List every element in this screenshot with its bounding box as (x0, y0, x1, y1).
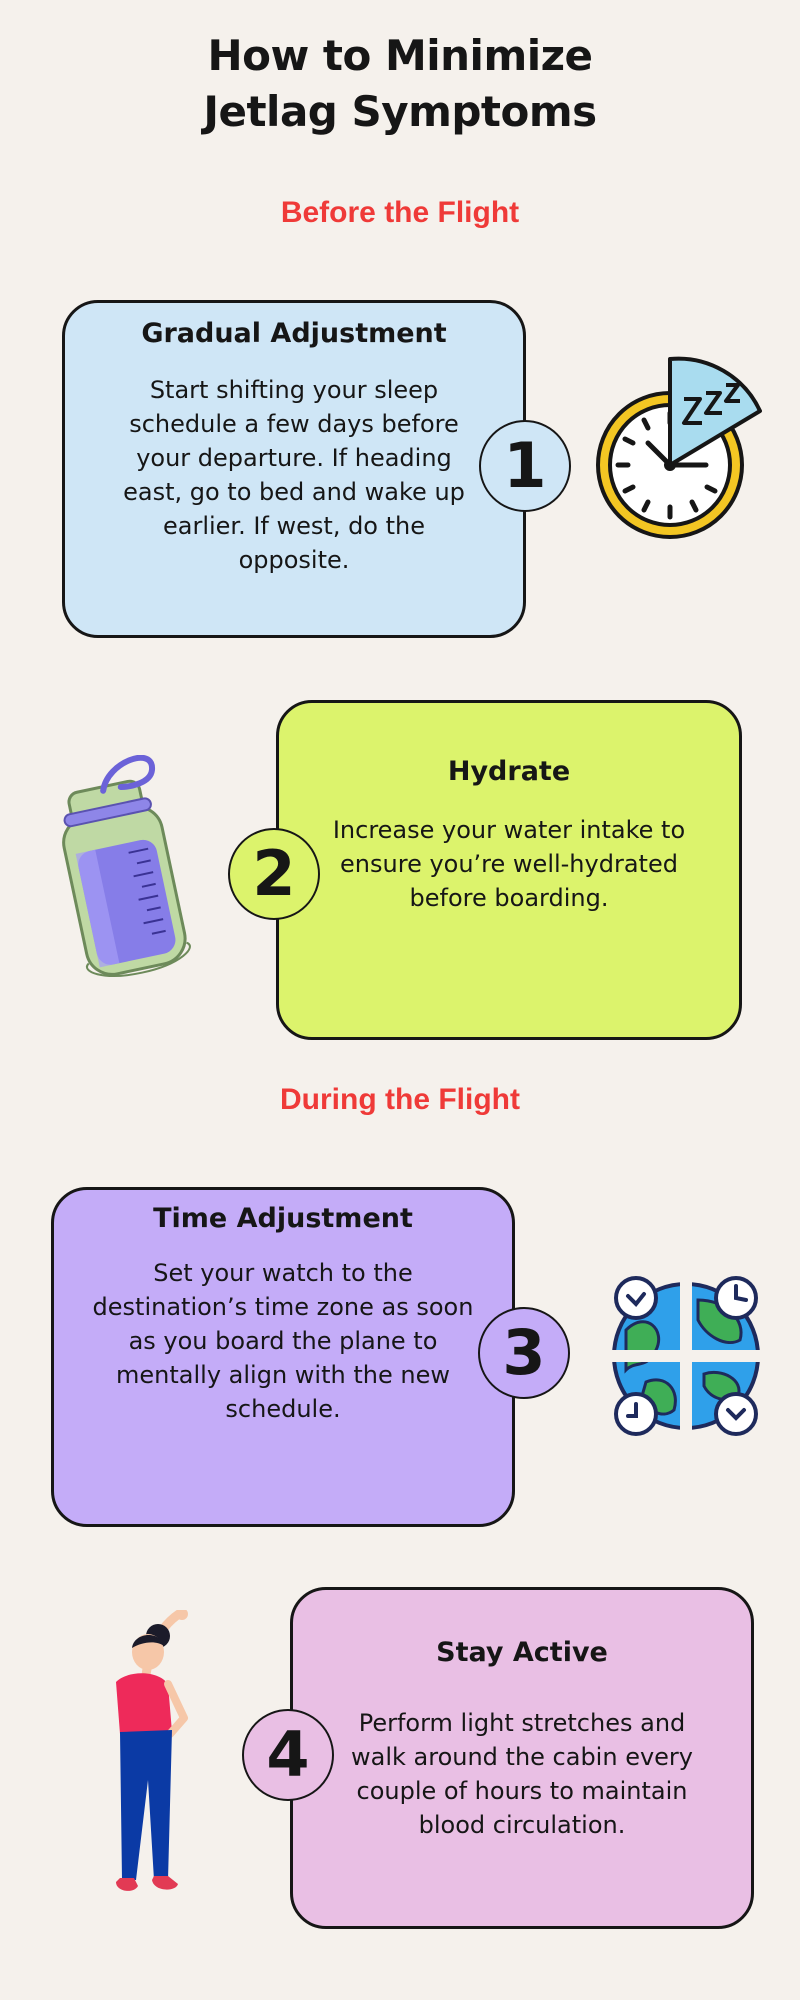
sleep-clock-icon (590, 355, 766, 545)
step-card-3 (51, 1187, 515, 1527)
step-heading: Time Adjustment (153, 1203, 413, 1234)
step-card-2 (276, 700, 742, 1040)
step-body: Start shifting your sleep schedule a few days before your departure. If heading east, go to bed and wake up earlier. If west, do the opposite. (123, 376, 465, 574)
stretching-person-icon (72, 1610, 202, 1910)
water-bottle-icon (40, 755, 200, 985)
page-title-line-2: Jetlag Symptoms (203, 87, 597, 136)
step-body: Set your watch to the destination’s time zone as soon as you board the plane to mentally align with the new schedule. (92, 1259, 474, 1423)
world-time-zones-icon (606, 1270, 766, 1440)
step-number-badge-1: 1 (479, 420, 571, 512)
page-title (0, 28, 800, 140)
section-heading-during: During the Flight (280, 1083, 520, 1116)
step-number-badge-3: 3 (478, 1307, 570, 1399)
step-number-badge-2: 2 (228, 828, 320, 920)
step-card-1 (62, 300, 526, 638)
step-card-4 (290, 1587, 754, 1929)
section-heading-before: Before the Flight (280, 196, 520, 229)
step-body: Perform light stretches and walk around the cabin every couple of hours to maintain blood circulation. (350, 1709, 693, 1839)
step-body: Increase your water intake to ensure you’re well-hydrated before boarding. (332, 816, 686, 912)
step-number-badge-4: 4 (242, 1709, 334, 1801)
step-heading: Gradual Adjustment (141, 318, 447, 349)
page-title-line-1: How to Minimize (207, 31, 593, 80)
step-heading: Stay Active (436, 1637, 608, 1668)
step-heading: Hydrate (447, 756, 571, 787)
